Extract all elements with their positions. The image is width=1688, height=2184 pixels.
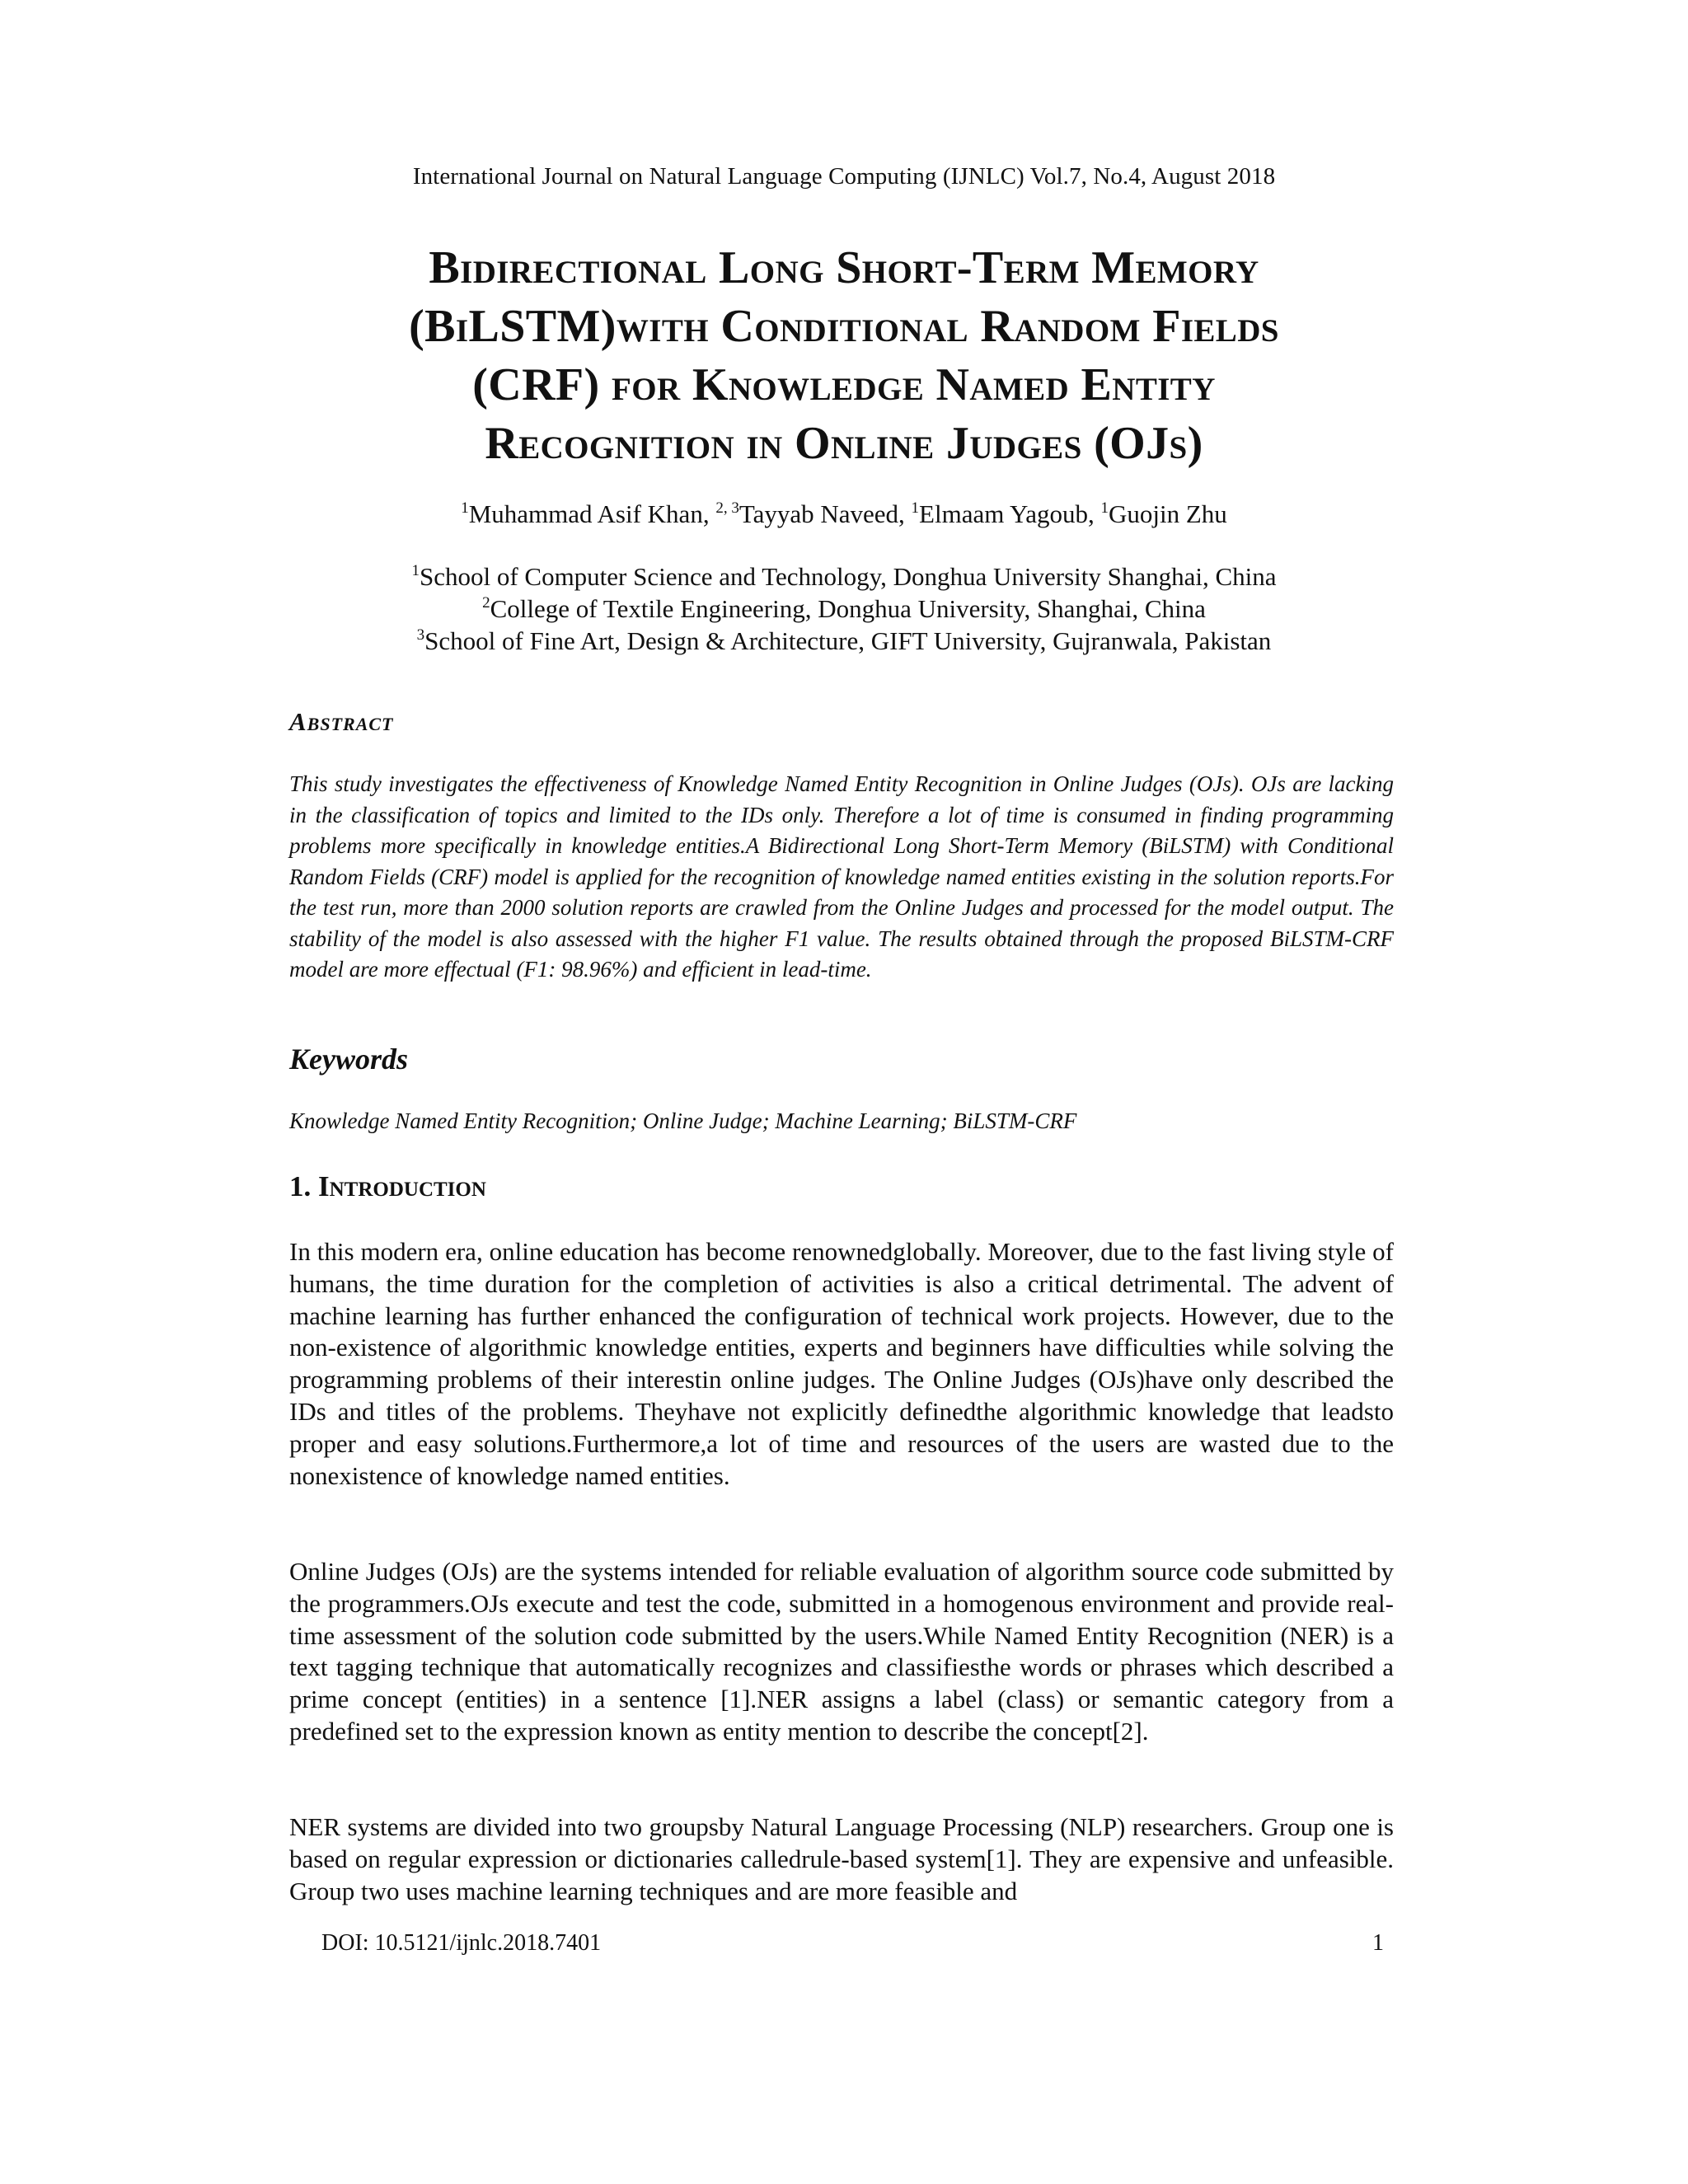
- journal-header: International Journal on Natural Language Computing (IJNLC) Vol.7, No.4, August 2018: [412, 163, 1276, 190]
- author: $^1$Elmaam Yagoub,: [911, 499, 1101, 528]
- page-number: 1: [1372, 1930, 1384, 1956]
- affiliation-list: [0, 560, 1688, 657]
- affiliation: $^2$College of Textile Engineering, Donghua University, Shanghai, China: [482, 594, 1206, 623]
- keywords-heading: Keywords: [289, 1043, 408, 1076]
- doi-footer: DOI: 10.5121/ijnlc.2018.7401: [321, 1930, 602, 1956]
- title-line-4: Recognition in Online Judges (OJs): [485, 418, 1203, 469]
- body-paragraph: Online Judges (OJs) are the systems intended for reliable evaluation of algorithm source code submitted by the programmers.OJs execute and test the code, submitted in a homogenous environment and provide real-time assessment of the solution code submitted by the users.While Named Entity Recognition (NER) is a text tagging technique that automatically recognizes and classifiesthe words or phrases which described a prime concept (entities) in a sentence [1].NER assigns a label (class) or semantic category from a predefined set to the expression known as entity mention to describe the concept[2].: [289, 1557, 1394, 1746]
- abstract-text: This study investigates the effectiveness of Knowledge Named Entity Recognition in Online Judges (OJs). OJs are lacking in the classification of topics and limited to the IDs only. Therefore a lot of time is consumed in finding programming problems more specifically in knowledge entities.A Bidirectional Long Short-Term Memory (BiLSTM) with Conditional Random Fields (CRF) model is applied for the recognition of knowledge named entities existing in the solution reports.For the test run, more than 2000 solution reports are crawled from the Online Judges and processed for the model output. The stability of the model is also assessed with the higher F1 value. The results obtained through the proposed BiLSTM-CRF model are more effectual (F1: 98.96%) and efficient in lead-time.: [289, 771, 1394, 982]
- body-paragraph: In this modern era, online education has become renownedglobally. Moreover, due to the fast living style of humans, the time duration for the completion of activities is also a critical detrimental. The advent of machine learning has further enhanced the configuration of technical work projects. However, due to the non-existence of algorithmic knowledge entities, experts and beginners have difficulties while solving the programming problems of their interestin online judges. The Online Judges (OJs)have only described the IDs and titles of the problems. Theyhave not explicitly definedthe algorithmic knowledge that leadsto proper and easy solutions.Furthermore,a lot of time and resources of the users are wasted due to the nonexistence of knowledge named entities.: [289, 1237, 1394, 1490]
- author: $^{2, 3}$Tayyab Naveed,: [715, 499, 912, 528]
- title-line-3: (CRF) for Knowledge Named Entity: [472, 359, 1216, 410]
- author: $^1$Muhammad Asif Khan,: [461, 499, 716, 528]
- title-line-2: (BiLSTM)with Conditional Random Fields: [409, 301, 1279, 352]
- body-paragraph: NER systems are divided into two groupsby Natural Language Processing (NLP) researchers. Group one is based on regular expression or dictionaries calledrule-based system[1]. They are expensive and unfeasible. Group two uses machine learning techniques and are more feasible and: [289, 1812, 1394, 1905]
- affiliation: $^1$School of Computer Science and Technology, Donghua University Shanghai, China: [411, 562, 1277, 591]
- affiliation: $^3$School of Fine Art, Design & Architecture, GIFT University, Gujranwala, Pakistan: [416, 626, 1272, 655]
- section-heading-introduction: 1. Introduction: [289, 1170, 486, 1202]
- paper-title: [206, 239, 1482, 473]
- keywords-text: Knowledge Named Entity Recognition; Online Judge; Machine Learning; BiLSTM-CRF: [289, 1108, 1077, 1133]
- title-line-1: Bidirectional Long Short-Term Memory: [429, 242, 1259, 293]
- author-list: [0, 498, 1688, 531]
- abstract-heading: Abstract: [289, 707, 394, 736]
- author: $^1$Guojin Zhu: [1100, 499, 1227, 528]
